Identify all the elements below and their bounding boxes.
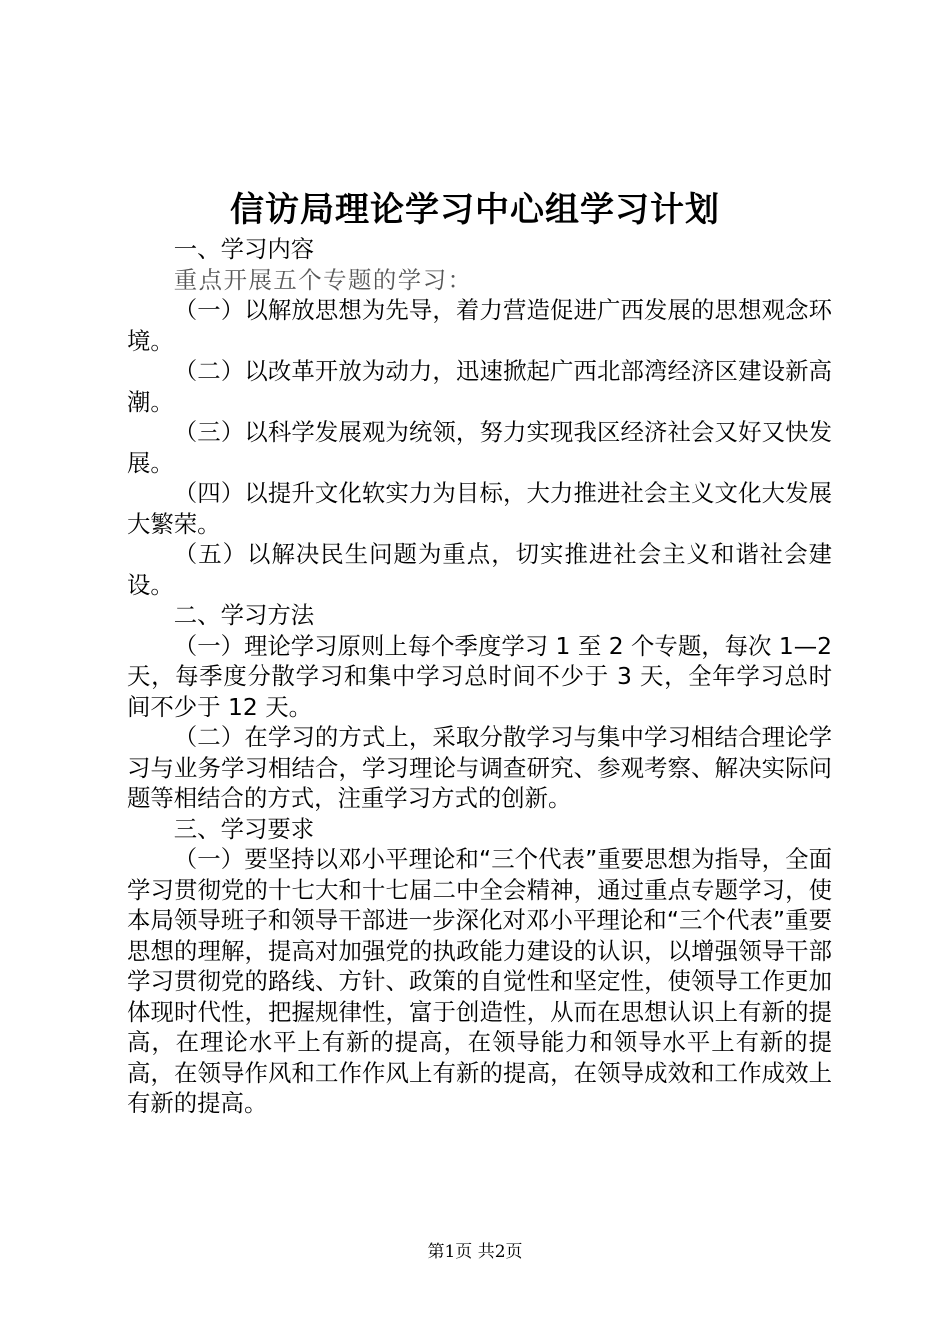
document-title: 信访局理论学习中心组学习计划: [230, 190, 720, 230]
paragraph: （二）以改革开放为动力，迅速掀起广西北部湾经济区建设新高潮。: [127, 357, 832, 416]
page-footer: 第1页 共2页: [427, 1242, 523, 1262]
paragraph: （五）以解决民生问题为重点，切实推进社会主义和谐社会建设。: [127, 540, 832, 599]
section-heading-content: 一、学习内容: [173, 235, 315, 263]
paragraph: （一）理论学习原则上每个季度学习 1 至 2 个专题，每次 1—2 天，每季度分散学习和集中学习总时间不少于 3 天，全年学习总时间不少于 12 天。: [127, 631, 832, 721]
paragraph: （四）以提升文化软实力为目标，大力推进社会主义文化大发展大繁荣。: [127, 479, 832, 538]
paragraph: （三）以科学发展观为统领，努力实现我区经济社会又好又快发展。: [127, 418, 832, 477]
paragraph: （二）在学习的方式上，采取分散学习与集中学习相结合理论学习与业务学习相结合，学习理论与调查研究、参观考察、解决实际问题等相结合的方式，注重学习方式的创新。: [127, 723, 832, 812]
document-body: [127, 234, 832, 1119]
paragraph: （一）要坚持以邓小平理论和“三个代表”重要思想为指导，全面学习贯彻党的十七大和十七届二中全会精神，通过重点专题学习，使本局领导班子和领导干部进一步深化对邓小平理论和“三个代表”重要思想的理解，提高对加强党的执政能力建设的认识，以增强领导干部学习贯彻党的路线、方针、政策的自觉性和坚定性，使领导工作更加体现时代性，把握规律性，富于创造性，从而在思想认识上有新的提高，在理论水平上有新的提高，在领导能力和领导水平上有新的提高，在领导作风和工作作风上有新的提高，在领导成效和工作成效上有新的提高。: [127, 845, 832, 1117]
section-heading-requirements: 三、学习要求: [173, 814, 315, 843]
paragraph: （一）以解放思想为先导，着力营造促进广西发展的思想观念环境。: [127, 296, 832, 355]
section-heading-method: 二、学习方法: [173, 601, 315, 629]
lead-paragraph: 重点开展五个专题的学习：: [173, 265, 473, 294]
